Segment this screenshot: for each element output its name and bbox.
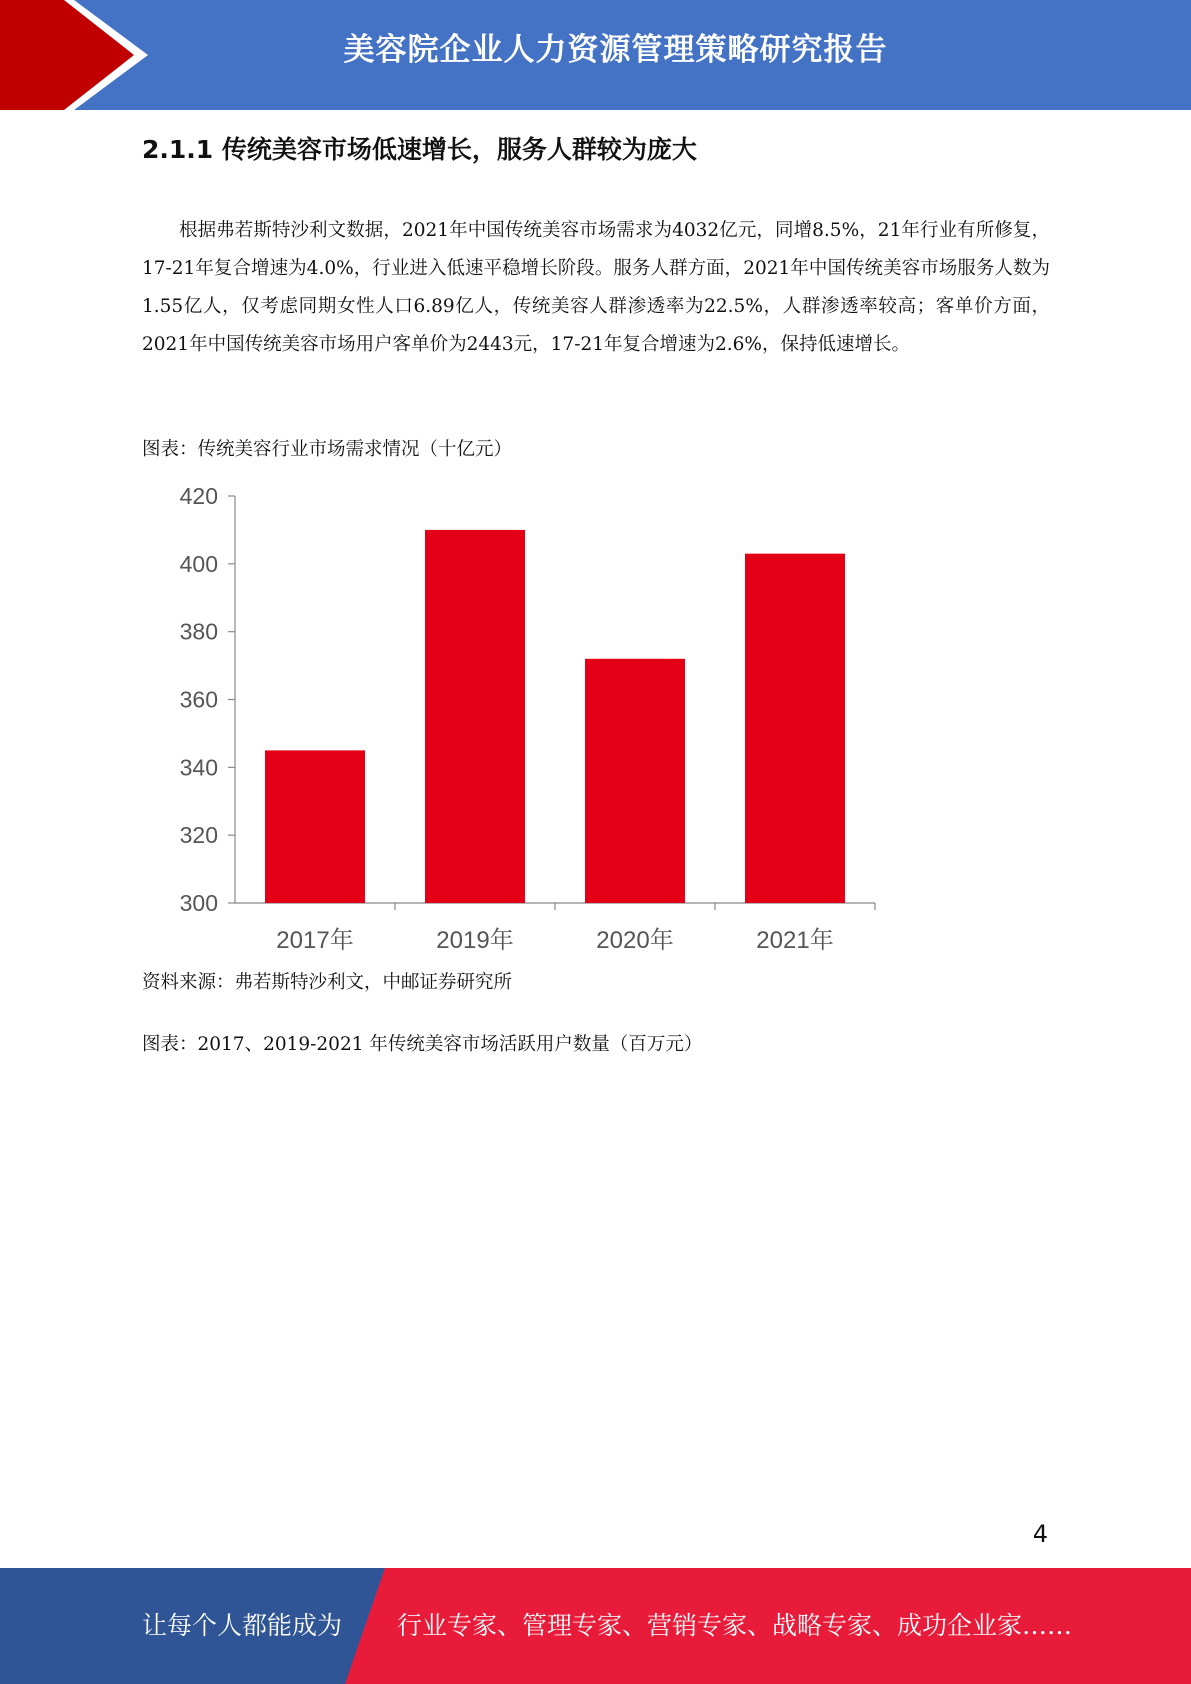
bar (425, 530, 525, 903)
y-tick-label: 380 (179, 618, 218, 645)
figure-source: 资料来源：弗若斯特沙利文，中邮证券研究所 (142, 972, 513, 993)
bar (265, 750, 365, 903)
header-title: 美容院企业人力资源管理策略研究报告 (343, 32, 888, 68)
y-tick-label: 400 (179, 550, 218, 577)
x-tick-label: 2021年 (756, 927, 834, 954)
market-demand-bar-chart (150, 470, 880, 960)
x-tick-label: 2019年 (436, 927, 514, 954)
section-heading: 2.1.1 传统美容市场低速增长，服务人群较为庞大 (142, 135, 697, 164)
figure-caption-2: 图表：2017、2019-2021 年传统美容市场活跃用户数量（百万元） (142, 1034, 703, 1055)
bar (585, 659, 685, 903)
y-tick-label: 340 (179, 754, 218, 781)
y-tick-label: 320 (179, 822, 218, 849)
y-tick-label: 300 (179, 890, 218, 916)
page-number: 4 (1032, 1520, 1048, 1548)
x-tick-label: 2020年 (596, 927, 674, 954)
bar (745, 554, 845, 903)
x-tick-label: 2017年 (276, 927, 354, 954)
figure-caption: 图表：传统美容行业市场需求情况（十亿元） (142, 439, 513, 460)
page-footer (0, 1568, 1191, 1684)
page-header (0, 0, 1191, 110)
footer-slogan-right: 行业专家、管理专家、营销专家、战略专家、成功企业家…… (397, 1611, 1073, 1640)
y-tick-label: 420 (179, 483, 218, 509)
body-paragraph: 根据弗若斯特沙利文数据，2021年中国传统美容市场需求为4032亿元，同增8.5%，21年行业有所修复，17-21年复合增速为4.0%，行业进入低速平稳增长阶段。服务人群方面，2021年中国传统美容市场服务人数为1.55亿人，仅考虑同期女性人口6.89亿人，传统美容人群渗透率为22.5%，人群渗透率较高；客单价方面，2021年中国传统美容市场用户客单价为2443元，17-21年复合增速为2.6%，保持低速增长。 (142, 220, 1050, 355)
footer-slogan-left: 让每个人都能成为 (142, 1611, 343, 1640)
y-tick-label: 360 (179, 686, 218, 713)
